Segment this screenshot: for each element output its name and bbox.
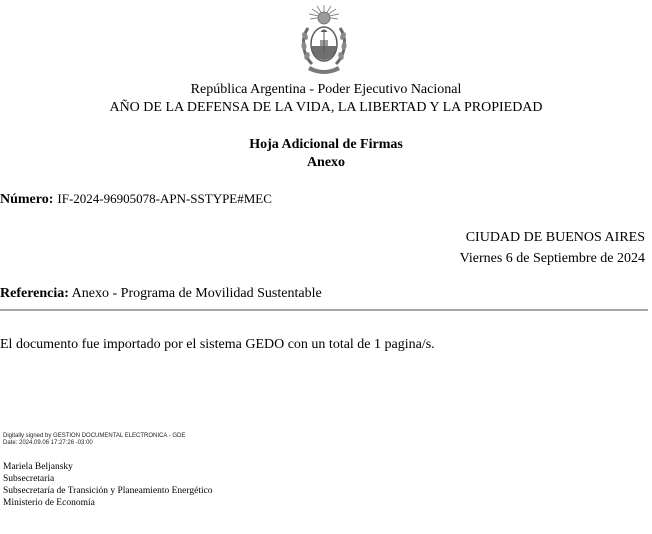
- signer-ministry: Ministerio de Economía: [3, 498, 95, 508]
- document-title: Hoja Adicional de Firmas: [249, 137, 403, 152]
- signer-office: Subsecretaría de Transición y Planeamiento Energético: [3, 486, 213, 496]
- signer-name: Mariela Beljansky: [3, 462, 73, 472]
- signer-block: [3, 461, 213, 509]
- section-divider: [0, 309, 648, 311]
- document-number: [0, 191, 272, 208]
- signer-role: Subsecretaria: [3, 474, 55, 484]
- document-subtitle: Anexo: [306, 155, 346, 170]
- document-reference: [0, 286, 322, 302]
- reference-label: Referencia:: [0, 286, 69, 301]
- coat-of-arms-icon: [298, 4, 350, 80]
- header-year-motto: AÑO DE LA DEFENSA DE LA VIDA, LA LIBERTAD Y LA PROPIEDAD: [109, 100, 543, 115]
- document-number-value: IF-2024-96905078-APN-SSTYPE#MEC: [57, 191, 272, 206]
- document-number-label: Número:: [0, 192, 54, 207]
- digital-signature-line: Digitally signed by GESTION DOCUMENTAL ELECTRONICA - GDE: [3, 433, 186, 439]
- digital-signature-stamp: [3, 433, 185, 446]
- header-government-line: República Argentina - Poder Ejecutivo Nacional: [190, 82, 462, 97]
- reference-value: Anexo - Programa de Movilidad Sustentable: [71, 286, 322, 301]
- document-body: El documento fue importado por el sistema GEDO con un total de 1 pagina/s.: [0, 337, 435, 352]
- digital-signature-date: Date: 2024.09.06 17:27:26 -03:00: [3, 439, 93, 446]
- document-date: Viernes 6 de Septiembre de 2024: [459, 251, 645, 266]
- document-city: CIUDAD DE BUENOS AIRES: [465, 230, 645, 245]
